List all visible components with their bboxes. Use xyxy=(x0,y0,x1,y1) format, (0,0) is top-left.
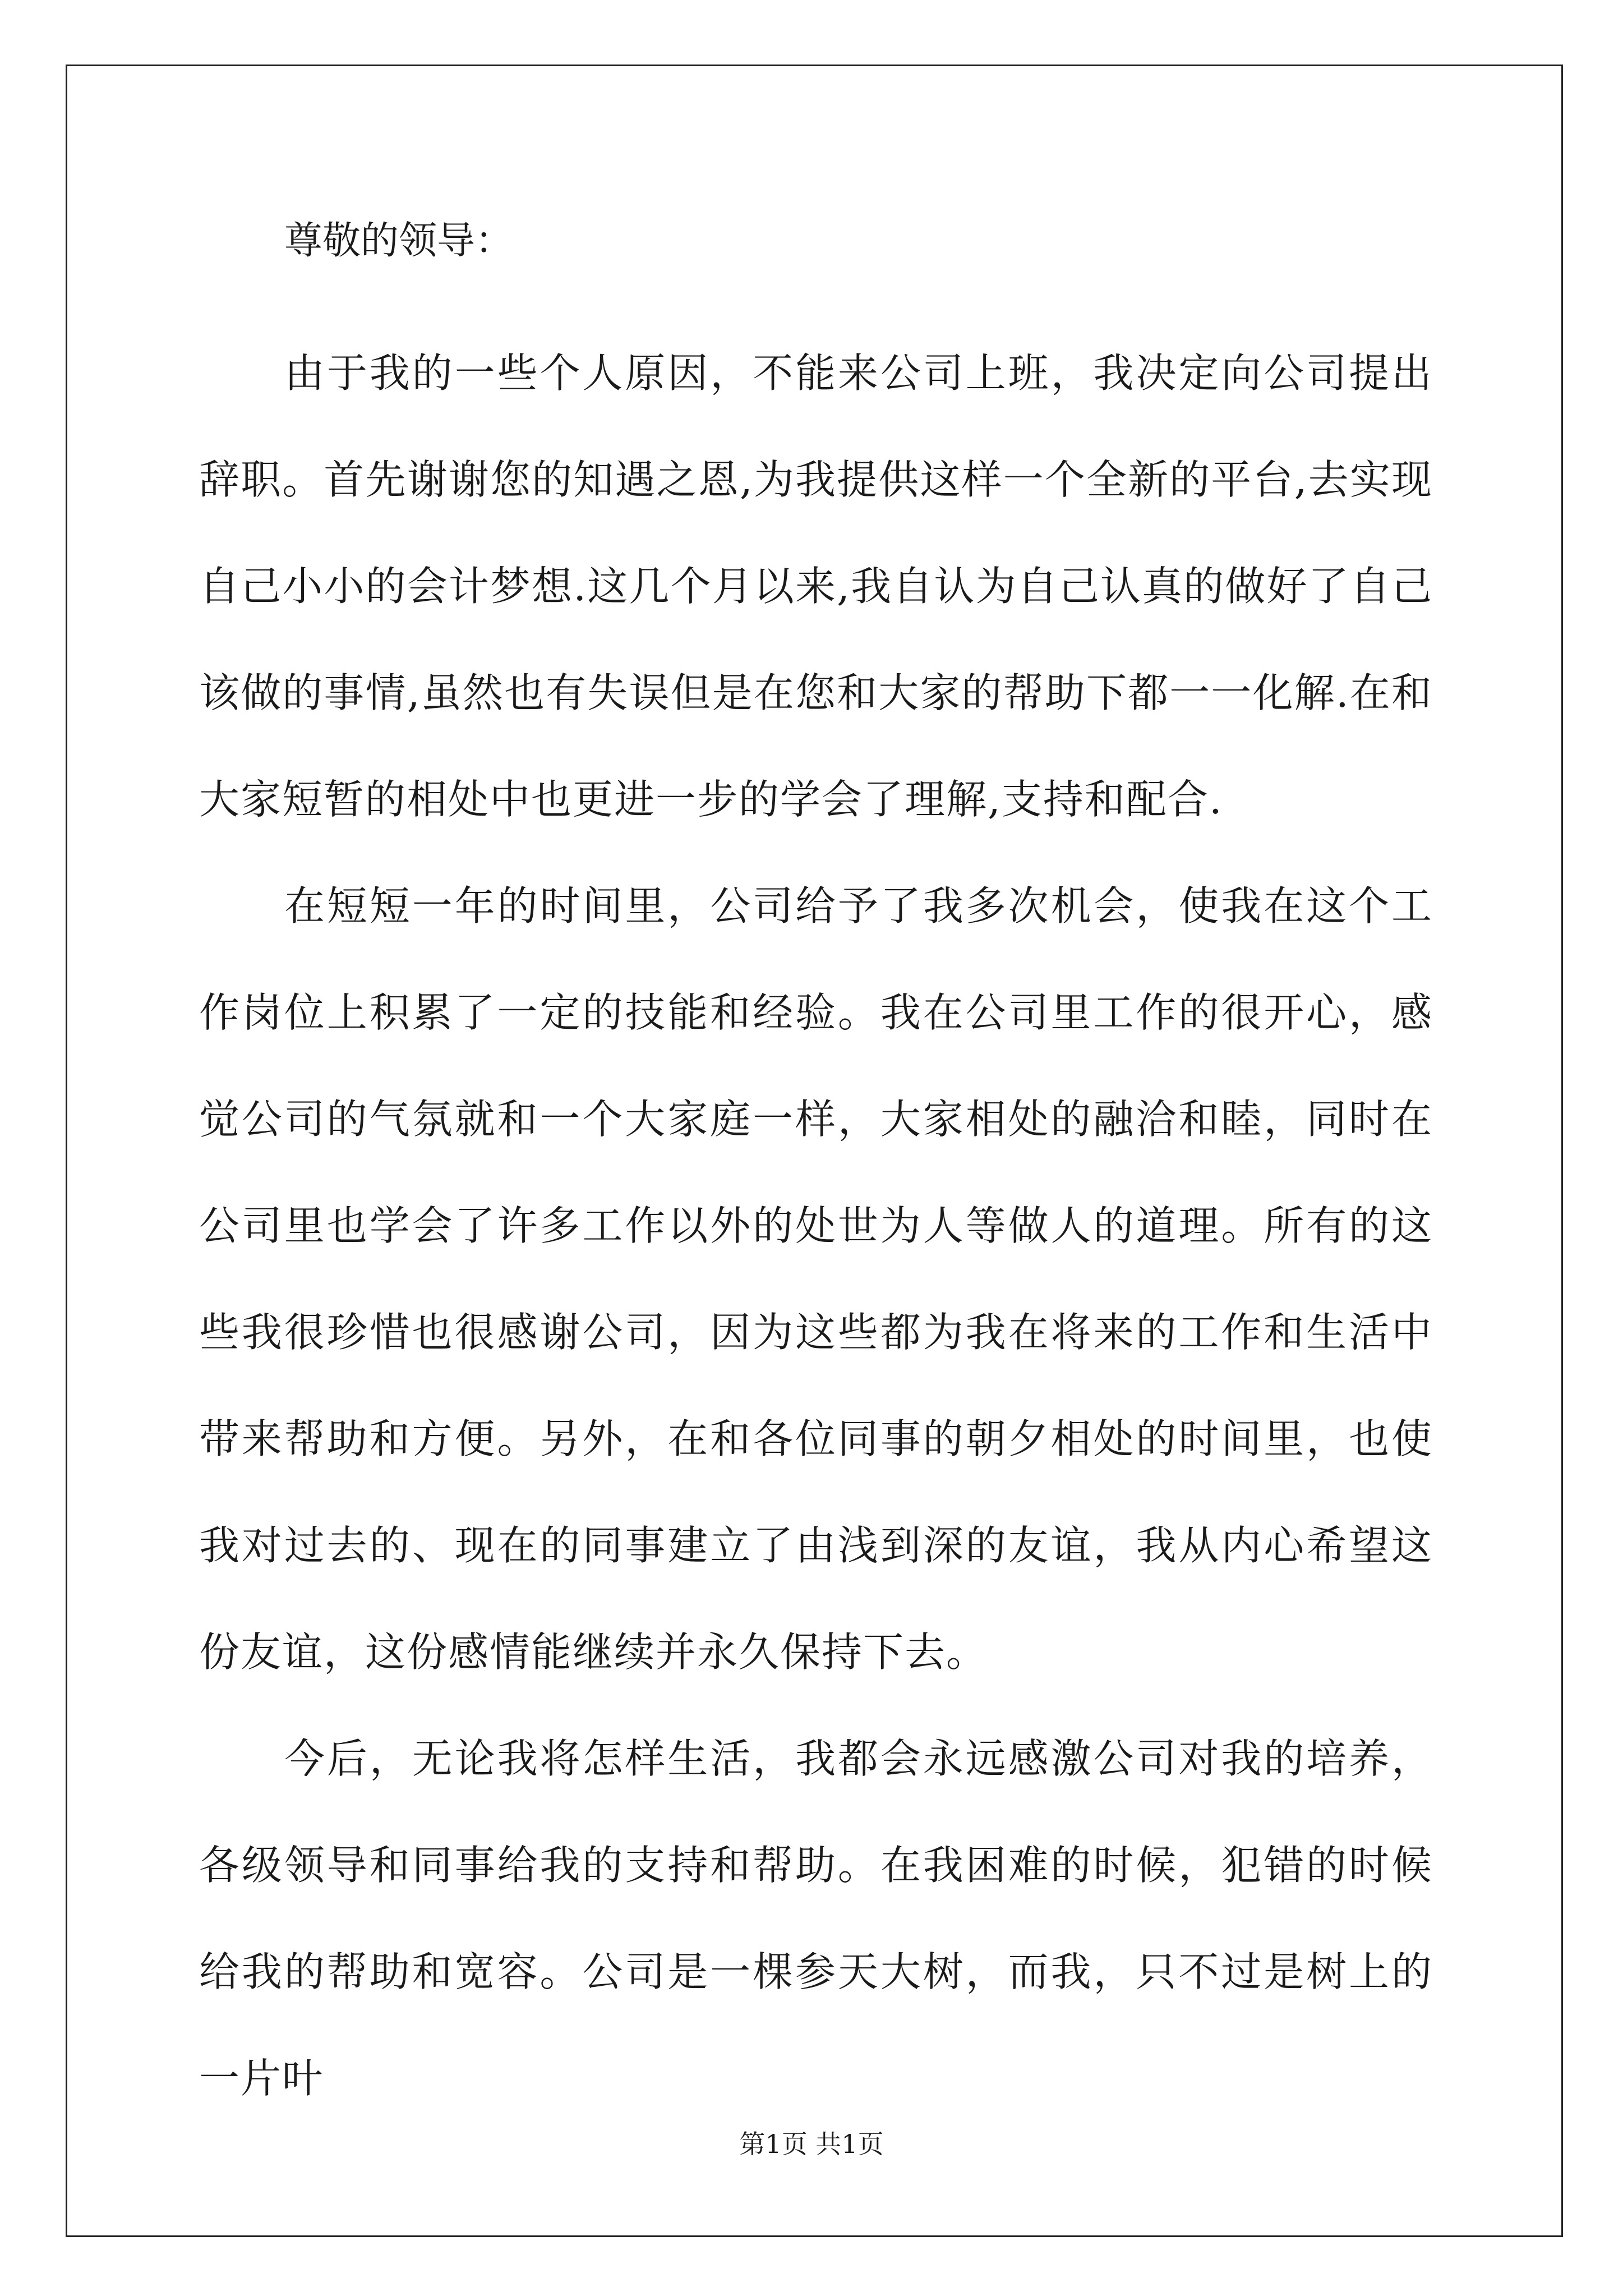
paragraph-2: 在短短一年的时间里，公司给予了我多次机会，使我在这个工作岗位上积累了一定的技能和经验。我在公司里工作的很开心，感觉公司的气氛就和一个大家庭一样，大家相处的融洽和睦，同时在公司里也学会了许多工作以外的处世为人等做人的道理。所有的这些我很珍惜也很感谢公司，因为这些都为我在将来的工作和生活中带来帮助和方便。另外，在和各位同事的朝夕相处的时间里，也使我对过去的、现在的同事建立了由浅到深的友谊，我从内心希望这份友谊，这份感情能继续并永久保持下去。 xyxy=(199,882,1433,1676)
letter-body xyxy=(199,213,1433,2132)
salutation: 尊敬的领导： xyxy=(284,219,514,263)
page-number-footer: 第1页 共1页 xyxy=(739,2129,884,2159)
paragraph-3: 今后，无论我将怎样生活，我都会永远感激公司对我的培养，各级领导和同事给我的支持和帮助。在我困难的时候，犯错的时候给我的帮助和宽容。公司是一棵参天大树，而我，只不过是树上的一片叶 xyxy=(199,1735,1433,2102)
paragraph-1: 由于我的一些个人原因，不能来公司上班，我决定向公司提出辞职。首先谢谢您的知遇之恩,为我提供这样一个全新的平台,去实现自己小小的会计梦想.这几个月以来,我自认为自己认真的做好了自己该做的事情,虽然也有失误但是在您和大家的帮助下都一一化解.在和大家短暂的相处中也更进一步的学会了理解,支持和配合. xyxy=(199,349,1433,823)
